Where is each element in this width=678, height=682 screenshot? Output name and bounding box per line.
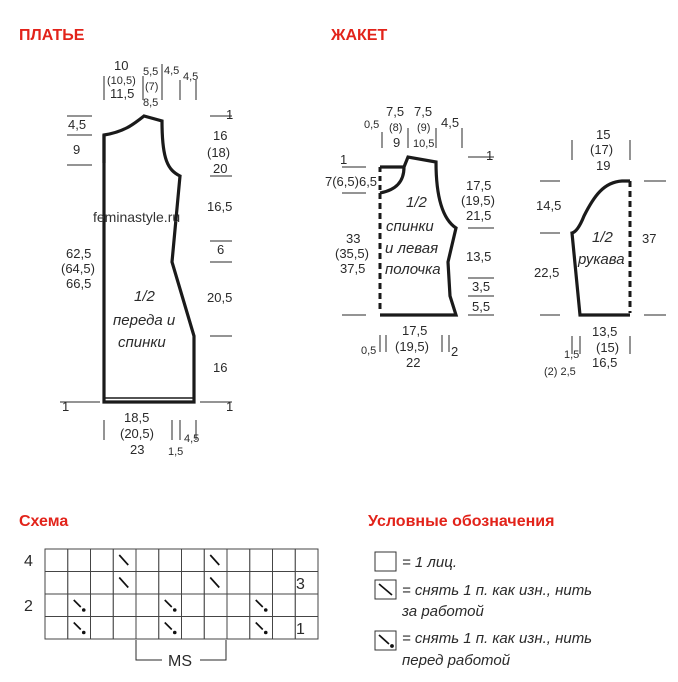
chart-cell: [136, 572, 159, 595]
dress-right-value: 20: [213, 161, 228, 176]
jacket-top-value: (9): [417, 122, 431, 134]
chart-cell: [113, 617, 136, 640]
chart-cell: [182, 572, 205, 595]
jacket-left-value: (35,5): [335, 246, 369, 261]
chart-cell: [250, 549, 273, 572]
jacket-bottom-value: (19,5): [395, 339, 429, 354]
dress-label: переда и: [113, 312, 176, 329]
chart-cell: [250, 572, 273, 595]
dress-outline: [104, 116, 194, 402]
jacket-label: спинки: [386, 218, 434, 235]
dress-right-value: 1: [226, 399, 234, 414]
jacket-header: ЖАКЕТ: [331, 27, 388, 44]
knit-symbol-icon: [375, 552, 396, 571]
dress-left-value: 66,5: [66, 276, 92, 291]
watermark: feminastyle.ru: [93, 209, 181, 225]
chart-cell: [91, 617, 114, 640]
dress-top-value: (7): [145, 81, 159, 93]
chart-cell: [136, 617, 159, 640]
dot-icon: [173, 631, 177, 635]
jacket-right-value: 1: [486, 148, 494, 163]
dress-top-value: 11,5: [110, 86, 135, 101]
legend-text: перед работой: [402, 652, 511, 669]
sleeve-top-value: 19: [596, 158, 611, 173]
jacket-outline: [380, 157, 456, 315]
jacket-top-value: 7,5: [386, 104, 405, 119]
dress-right-value: 20,5: [207, 290, 233, 305]
chart-cell: [273, 549, 296, 572]
slip-behind-icon: [119, 555, 128, 565]
dress-bottom-value: (20,5): [120, 426, 154, 441]
chart-cell: [273, 617, 296, 640]
slip-behind-icon: [210, 578, 219, 588]
chart-cell: [45, 549, 68, 572]
dress-left-value: 4,5: [68, 117, 87, 132]
slip-front-icon: [74, 600, 81, 607]
legend-text: = 1 лиц.: [402, 554, 457, 571]
chart-cell: [159, 572, 182, 595]
dress-top-value: 4,5: [183, 71, 199, 83]
chart-cell: [68, 549, 91, 572]
dot-icon: [82, 631, 86, 635]
dress-top-value: 4,5: [164, 65, 180, 77]
row-number: 3: [296, 576, 305, 593]
sleeve-bottom-value: (15): [596, 340, 620, 355]
jacket-label: полочка: [385, 261, 441, 278]
chart-cell: [45, 572, 68, 595]
chart-cell: [68, 572, 91, 595]
slip-front-icon: [165, 600, 172, 607]
dress-diagram: [60, 58, 233, 458]
jacket-label: 1/2: [406, 194, 427, 211]
sleeve-right-value: 37: [642, 231, 657, 246]
sleeve-bottom-value: (2) 2,5: [544, 366, 576, 378]
jacket-top-value: (8): [389, 122, 403, 134]
dress-right-value: 6: [217, 242, 225, 257]
jacket-top-value: 10,5: [413, 138, 435, 150]
dress-right-value: 16: [213, 360, 228, 375]
sleeve-bottom-value: 1,5: [564, 349, 580, 361]
jacket-right-value: 21,5: [466, 208, 492, 223]
sleeve-label: рукава: [578, 251, 625, 268]
chart-cell: [273, 594, 296, 617]
jacket-label: и левая: [385, 240, 439, 257]
chart-cell: [295, 594, 318, 617]
jacket-bottom-value: 22: [406, 355, 421, 370]
row-number: 2: [24, 598, 33, 615]
row-number: 1: [296, 621, 305, 638]
legend-text: = снять 1 п. как изн., нить: [402, 582, 593, 599]
repeat-label: MS: [168, 653, 192, 670]
sleeve-label: 1/2: [592, 229, 613, 246]
scheme-header: Схема: [19, 513, 69, 530]
dress-bottom-value: 4,5: [184, 433, 200, 445]
jacket-left-value: 7(6,5)6,5: [325, 174, 378, 189]
jacket-right-value: 13,5: [466, 249, 492, 264]
chart-cell: [295, 549, 318, 572]
sleeve-diagram: [534, 127, 666, 378]
jacket-bottom-value: 17,5: [402, 323, 428, 338]
sleeve-bottom-value: 16,5: [592, 355, 618, 370]
dress-top-value: (10,5): [107, 75, 136, 87]
dot-icon: [173, 608, 177, 612]
dress-top-value: 5,5: [143, 66, 159, 78]
jacket-top-value: 0,5: [364, 119, 380, 131]
dress-right-value: 16: [213, 128, 228, 143]
chart-cell: [204, 617, 227, 640]
dress-bottom-value: 18,5: [124, 410, 150, 425]
sleeve-bottom-value: 13,5: [592, 324, 618, 339]
chart-grid: [45, 549, 318, 639]
chart-cell: [91, 572, 114, 595]
sleeve-left-value: 22,5: [534, 265, 560, 280]
legend-header: Условные обозначения: [368, 513, 555, 530]
jacket-left-value: 1: [340, 152, 348, 167]
chart-cell: [91, 549, 114, 572]
jacket-right-value: (19,5): [461, 193, 495, 208]
chart-cell: [91, 594, 114, 617]
sleeve-left-value: 14,5: [536, 198, 562, 213]
chart-cell: [182, 594, 205, 617]
chart-cell: [45, 617, 68, 640]
chart-cell: [136, 594, 159, 617]
jacket-right-value: 17,5: [466, 178, 492, 193]
dress-right-value: 1: [226, 107, 234, 122]
dress-right-value: 16,5: [207, 199, 233, 214]
slip-behind-icon: [210, 555, 219, 565]
slip-behind-icon: [119, 578, 128, 588]
jacket-left-value: 37,5: [340, 261, 366, 276]
jacket-right-value: 3,5: [472, 279, 491, 294]
legend-text: = снять 1 п. как изн., нить: [402, 630, 593, 647]
dress-top-value: 10: [114, 58, 129, 73]
chart-cell: [159, 549, 182, 572]
jacket-bottom-value: 0,5: [361, 345, 377, 357]
dress-left-value: 9: [73, 142, 81, 157]
chart-cell: [227, 617, 250, 640]
chart-cell: [45, 594, 68, 617]
dot-icon: [82, 608, 86, 612]
jacket-top-value: 9: [393, 135, 401, 150]
dress-label: спинки: [118, 334, 166, 351]
dot-icon: [264, 608, 268, 612]
sleeve-top-value: 15: [596, 127, 611, 142]
row-number: 4: [24, 553, 33, 570]
dress-label: 1/2: [134, 288, 155, 305]
slip-front-icon: [256, 623, 263, 630]
dress-bottom-value: 23: [130, 442, 145, 457]
sleeve-outline: [572, 181, 630, 315]
chart-cell: [182, 617, 205, 640]
chart-cell: [204, 594, 227, 617]
dress-left-value: 62,5: [66, 246, 92, 261]
chart-cell: [227, 572, 250, 595]
dot-icon: [264, 631, 268, 635]
chart-cell: [136, 549, 159, 572]
jacket-top-value: 7,5: [414, 104, 433, 119]
jacket-right-value: 5,5: [472, 299, 491, 314]
dress-bottom-value: 1,5: [168, 446, 184, 458]
dress-top-value: 8,5: [143, 97, 159, 109]
chart-cell: [113, 594, 136, 617]
slip-front-icon: [74, 623, 81, 630]
chart-cell: [227, 594, 250, 617]
dress-right-value: (18): [207, 145, 231, 160]
chart-cell: [273, 572, 296, 595]
dress-header: ПЛАТЬЕ: [19, 27, 85, 44]
knitting-chart: [24, 549, 318, 670]
legend-text: за работой: [402, 603, 484, 620]
jacket-diagram: [325, 104, 495, 370]
legend: [375, 552, 592, 669]
jacket-bottom-value: 2: [451, 344, 459, 359]
chart-cell: [227, 549, 250, 572]
dress-left-value: (64,5): [61, 261, 95, 276]
dot-icon: [390, 644, 394, 648]
jacket-left-value: 33: [346, 231, 361, 246]
jacket-top-value: 4,5: [441, 115, 460, 130]
sleeve-top-value: (17): [590, 142, 614, 157]
slip-front-icon: [165, 623, 172, 630]
dress-left-value: 1: [62, 399, 70, 414]
chart-cell: [182, 549, 205, 572]
slip-front-icon: [256, 600, 263, 607]
